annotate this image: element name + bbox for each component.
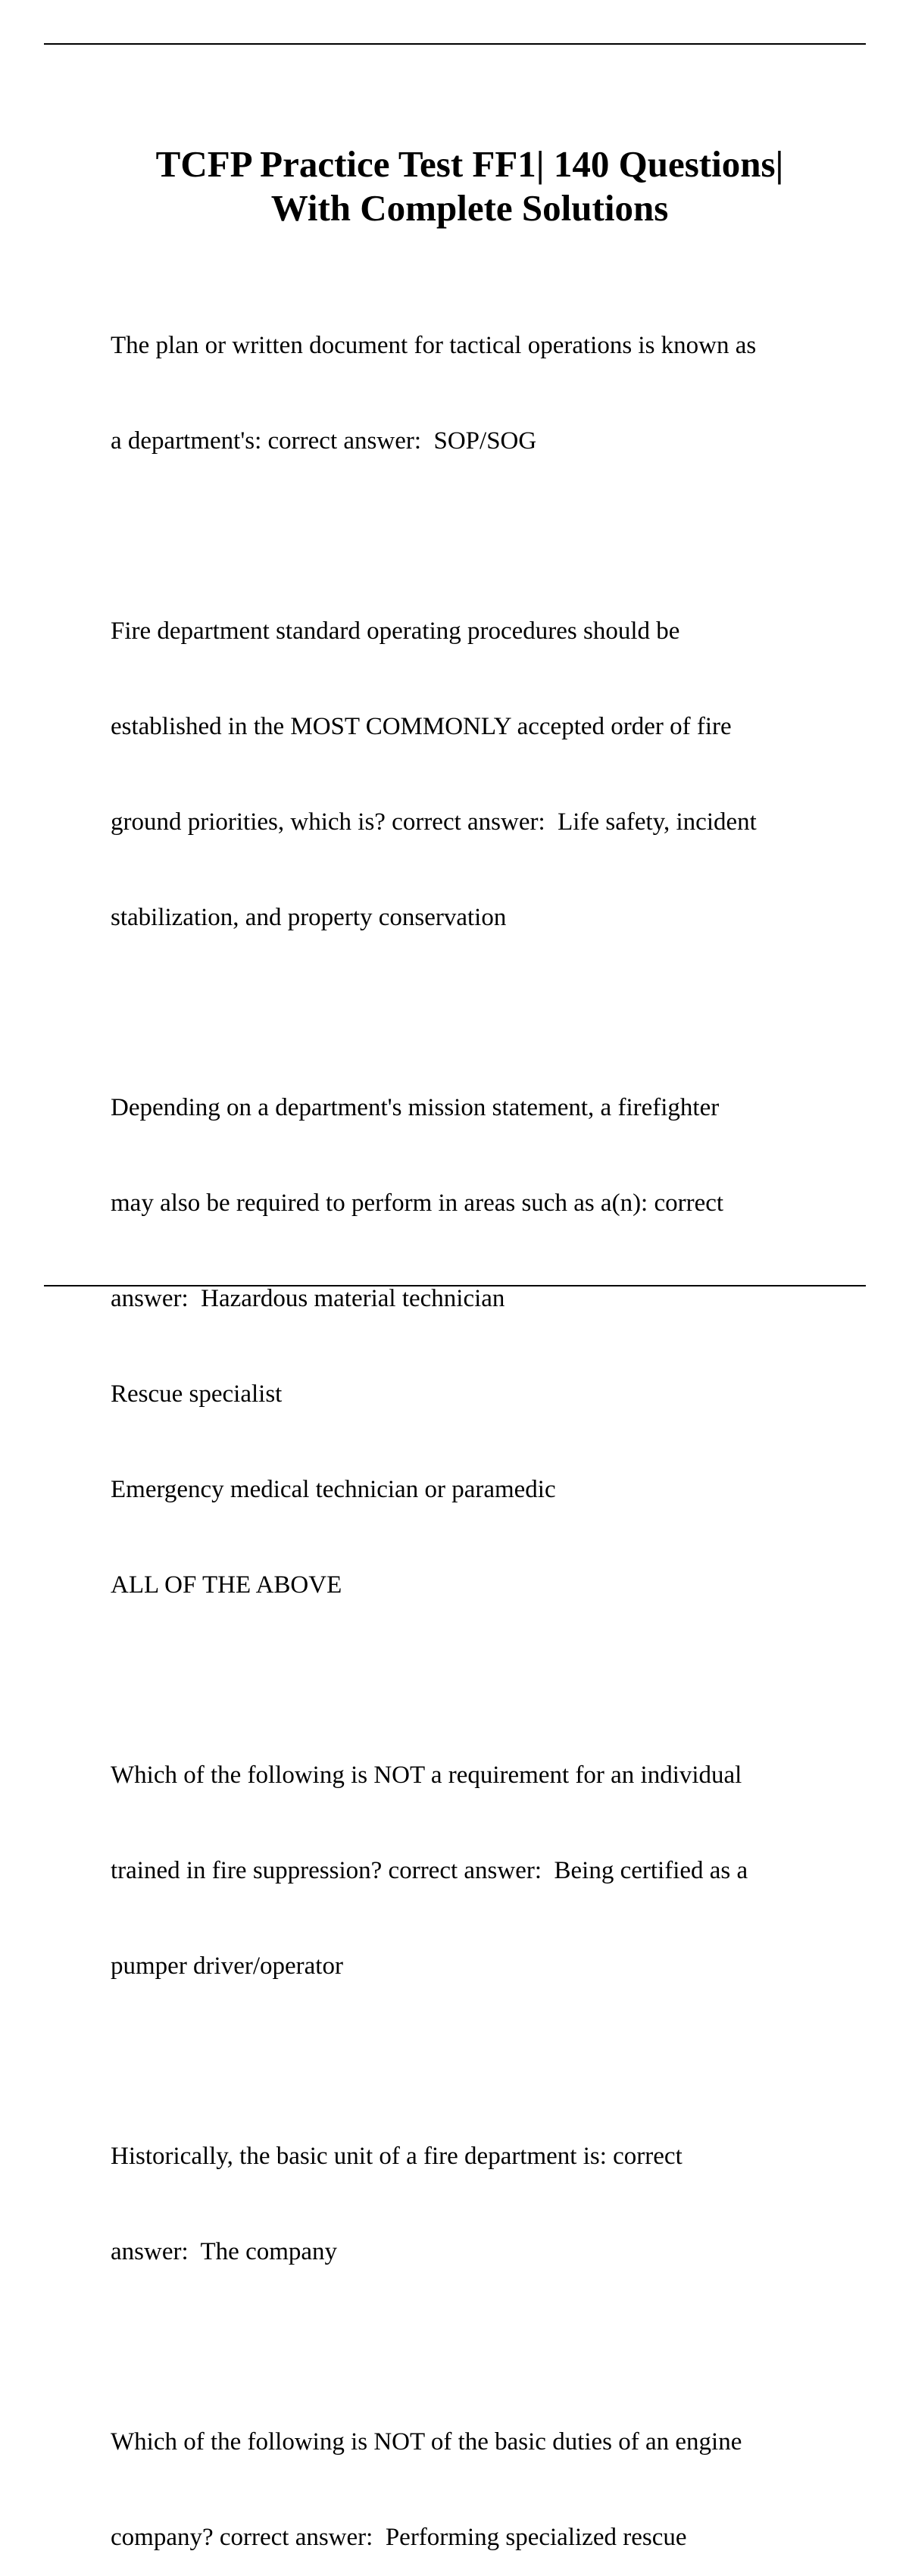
qa-line: Fire department standard operating procedures should be (111, 617, 680, 645)
qa-line: Emergency medical technician or paramedic (111, 1476, 556, 1503)
qa-line: a department's: correct answer: SOP/SOG (111, 427, 537, 455)
qa-entry-4 (111, 1696, 838, 2046)
title-line-2: With Complete Solutions (270, 187, 669, 229)
qa-line: company? correct answer: Performing specialized rescue (111, 2524, 687, 2551)
qa-line: stabilization, and property conservation (111, 904, 507, 931)
title-line-1: TCFP Practice Test FF1| 140 Questions| (155, 143, 784, 185)
qa-line: The plan or written document for tactical operations is known as (111, 332, 757, 359)
document-title (0, 142, 909, 230)
qa-line: Historically, the basic unit of a fire department is: correct (111, 2143, 683, 2170)
qa-line: answer: The company (111, 2238, 338, 2265)
qa-line: trained in fire suppression? correct answer: Being certified as a (111, 1857, 748, 1884)
document-body (111, 266, 838, 2576)
qa-line: Rescue specialist (111, 1380, 283, 1408)
qa-line: may also be required to perform in areas such as a(n): correct (111, 1190, 724, 1217)
qa-entry-5 (111, 2077, 838, 2331)
bottom-rule (44, 1285, 866, 1286)
qa-line: Which of the following is NOT a requirement for an individual (111, 1762, 742, 1789)
qa-line: Depending on a department's mission statement, a firefighter (111, 1094, 720, 1121)
qa-line: Which of the following is NOT of the basic duties of an engine (111, 2428, 742, 2456)
qa-entry-6 (111, 2362, 838, 2576)
qa-entry-2 (111, 552, 838, 997)
qa-entry-1 (111, 266, 838, 521)
qa-line: answer: Hazardous material technician (111, 1285, 505, 1312)
qa-line: established in the MOST COMMONLY accepted order of fire (111, 713, 732, 740)
qa-line: pumper driver/operator (111, 1952, 343, 1980)
top-rule (44, 43, 866, 45)
qa-line: ALL OF THE ABOVE (111, 1571, 342, 1599)
qa-entry-3 (111, 1028, 838, 1665)
qa-line: ground priorities, which is? correct answer: Life safety, incident (111, 808, 757, 836)
